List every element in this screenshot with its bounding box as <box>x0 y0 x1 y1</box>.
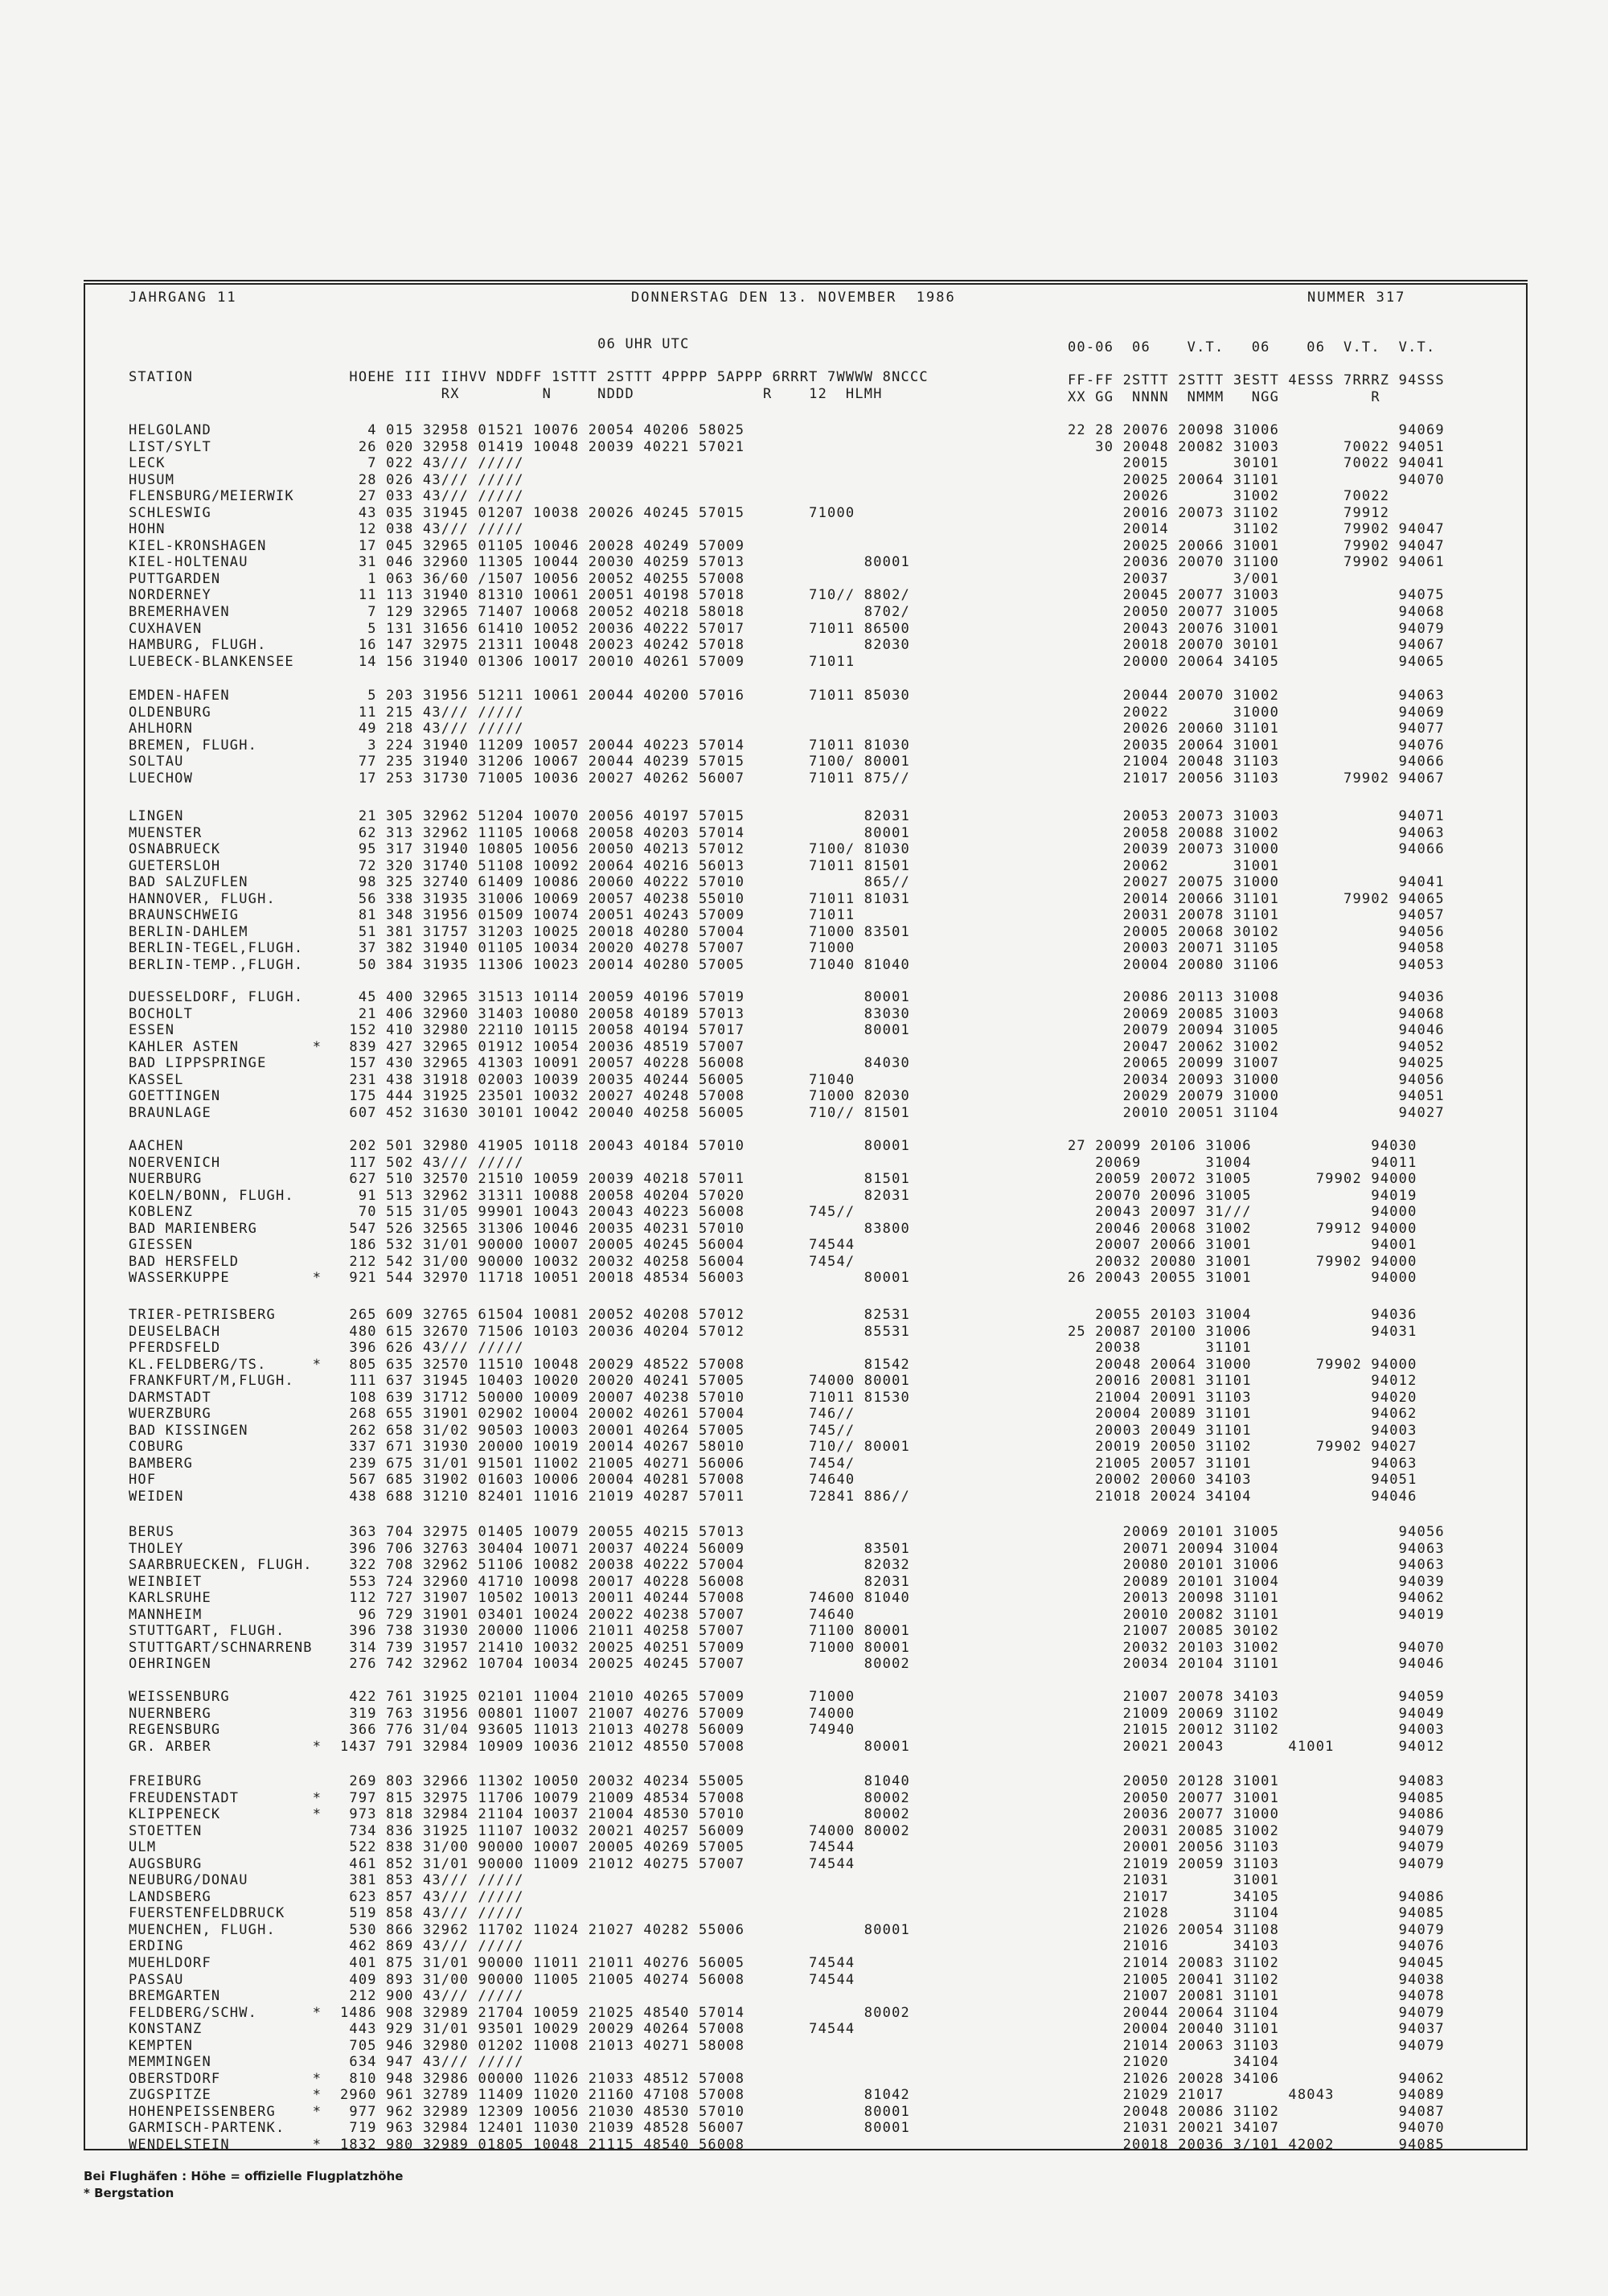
station-row: KOELN/BONN, FLUGH. 91 513 32962 31311 10088 20058 40204 57020 82031 <box>129 1187 910 1204</box>
station-row: LINGEN 21 305 32962 51204 10070 20056 40197 57015 82031 <box>129 808 910 824</box>
top-rule <box>84 280 1528 281</box>
station-block-right <box>1068 1307 1417 1505</box>
station-row: KASSEL 231 438 31918 02003 10039 20035 40244 56005 71040 <box>129 1071 855 1088</box>
station-row-extra: 20026 20060 31101 94077 <box>1068 721 1445 737</box>
station-row-extra: 20089 20101 31004 94039 <box>1068 1573 1445 1590</box>
station-row: OBERSTDORF * 810 948 32986 00000 11026 21033 48512 57008 <box>129 2070 745 2087</box>
station-row: BERLIN-DAHLEM 51 381 31757 31203 10025 20018 40280 57004 71000 83501 <box>129 923 910 940</box>
station-row: KONSTANZ 443 929 31/01 93501 10029 20029 40264 57008 74544 <box>129 2021 855 2038</box>
station-row-extra: 20043 20076 31001 94079 <box>1068 620 1445 637</box>
station-block-right <box>1068 1138 1417 1287</box>
station-row-extra: 20025 20064 31101 94070 <box>1068 471 1445 488</box>
station-row-extra: 20045 20077 31003 94075 <box>1068 587 1445 604</box>
station-row: DARMSTADT 108 639 31712 50000 10009 20007 40238 57010 71011 81530 <box>129 1389 910 1406</box>
station-row: ULM 522 838 31/00 90000 10007 20005 40269 57005 74544 <box>129 1839 855 1856</box>
station-row-extra: 20016 20081 31101 94012 <box>1068 1373 1417 1390</box>
column-header-line <box>129 353 929 370</box>
station-row: PUTTGARDEN 1 063 36/60 /1507 10056 20052 40255 57008 <box>129 570 745 587</box>
station-row-extra: 20027 20075 31000 94041 <box>1068 874 1445 891</box>
station-row: WASSERKUPPE * 921 544 32970 11718 10051 20018 48534 56003 80001 <box>129 1270 910 1287</box>
station-row-extra: 20002 20060 34103 94051 <box>1068 1472 1417 1489</box>
station-row-extra: 21014 20063 31103 94079 <box>1068 2037 1445 2054</box>
station-row-extra: 20004 20089 31101 94062 <box>1068 1406 1417 1423</box>
station-block-right <box>1068 1773 1445 2154</box>
station-row: BERLIN-TEGEL,FLUGH. 37 382 31940 01105 10034 20020 40278 57007 71000 <box>129 940 855 957</box>
station-row: PFERDSFELD 396 626 43/// ///// <box>129 1340 524 1357</box>
station-row: NORDERNEY 11 113 31940 81310 10061 20051 40198 57018 710// 8802/ <box>129 587 910 604</box>
station-row-extra: 30 20048 20082 31003 70022 94051 <box>1068 438 1445 455</box>
station-row-extra: 20035 20064 31001 94076 <box>1068 737 1445 754</box>
column-header-line: 06 UHR UTC <box>129 336 690 352</box>
station-row-extra: 20069 31004 94011 <box>1068 1154 1417 1171</box>
station-block-left <box>129 989 910 1121</box>
station-row-extra: 20019 20050 31102 79902 94027 <box>1068 1439 1417 1456</box>
station-row: NUERNBERG 319 763 31956 00801 11007 21007 40276 57009 74000 <box>129 1705 855 1722</box>
station-row-extra: 27 20099 20106 31006 94030 <box>1068 1138 1417 1154</box>
station-row: SCHLESWIG 43 035 31945 01207 10038 20026 40245 57015 71000 <box>129 504 855 521</box>
station-row: HAMBURG, FLUGH. 16 147 32975 21311 10048 20023 40242 57018 82030 <box>129 637 910 654</box>
station-row: LUEBECK-BLANKENSEE 14 156 31940 01306 10017 20010 40261 57009 71011 <box>129 653 855 670</box>
station-row-extra: 21017 34105 94086 <box>1068 1888 1445 1905</box>
station-row: PASSAU 409 893 31/00 90000 11005 21005 40274 56008 74544 <box>129 1971 855 1988</box>
column-header-line: FF-FF 2STTT 2STTT 3ESTT 4ESSS 7RRRZ 94SSS <box>1068 372 1445 389</box>
station-block-left <box>129 1307 910 1505</box>
station-row-extra: 25 20087 20100 31006 94031 <box>1068 1323 1417 1340</box>
station-block-left <box>129 1524 910 1673</box>
station-row-extra: 20043 20097 31/// 94000 <box>1068 1204 1417 1221</box>
station-row: DEUSELBACH 480 615 32670 71506 10103 20036 40204 57012 85531 <box>129 1323 910 1340</box>
station-row: KIEL-HOLTENAU 31 046 32960 11305 10044 20030 40259 57013 80001 <box>129 554 910 571</box>
station-block-right <box>1068 688 1445 787</box>
station-row: REGENSBURG 366 776 31/04 93605 11013 21013 40278 56009 74940 <box>129 1722 855 1739</box>
report-date: DONNERSTAG DEN 13. NOVEMBER 1986 <box>631 290 956 306</box>
issue-number: NUMMER 317 <box>1307 290 1406 306</box>
station-row: MANNHEIM 96 729 31901 03401 10024 20022 40238 57007 74640 <box>129 1606 855 1623</box>
station-row-extra: 21017 20056 31103 79902 94067 <box>1068 770 1445 787</box>
station-row-extra: 20048 20086 31102 94087 <box>1068 2103 1445 2120</box>
station-row: GR. ARBER * 1437 791 32984 10909 10036 21012 48550 57008 80001 <box>129 1738 910 1755</box>
station-row: KAHLER ASTEN * 839 427 32965 01912 10054 20036 48519 57007 <box>129 1038 745 1055</box>
station-row: AUGSBURG 461 852 31/01 90000 11009 21012 40275 57007 74544 <box>129 1855 855 1872</box>
station-row-extra: 22 28 20076 20098 31006 94069 <box>1068 422 1445 438</box>
station-row-extra: 21014 20083 31102 94045 <box>1068 1955 1445 1972</box>
station-row-extra: 21004 20091 31103 94020 <box>1068 1389 1417 1406</box>
station-row-extra: 20034 20093 31000 94056 <box>1068 1071 1445 1088</box>
station-row: WEIDEN 438 688 31210 82401 11016 21019 40287 57011 72841 886// <box>129 1489 910 1505</box>
station-row-extra: 20048 20064 31000 79902 94000 <box>1068 1356 1417 1373</box>
station-row: LUECHOW 17 253 31730 71005 10036 20027 40262 56007 71011 875// <box>129 770 910 787</box>
station-row: HOF 567 685 31902 01603 10006 20004 40281 57008 74640 <box>129 1472 855 1489</box>
station-row-extra: 21009 20069 31102 94049 <box>1068 1705 1445 1722</box>
station-row-extra: 21028 31104 94085 <box>1068 1905 1445 1922</box>
station-row: CUXHAVEN 5 131 31656 61410 10052 20036 40222 57017 71011 86500 <box>129 620 910 637</box>
station-row: ZUGSPITZE * 2960 961 32789 11409 11020 21160 47108 57008 81042 <box>129 2087 910 2104</box>
station-row-extra: 21007 20081 31101 94078 <box>1068 1988 1445 2005</box>
station-row-extra: 20044 20064 31104 94079 <box>1068 2004 1445 2021</box>
station-row-extra: 20031 20085 31002 94079 <box>1068 1822 1445 1839</box>
column-header-line: RX N NDDD R 12 HLMH <box>129 385 883 402</box>
station-row-extra: 20086 20113 31008 94036 <box>1068 989 1445 1005</box>
station-block-right <box>1068 1689 1445 1755</box>
station-block-left <box>129 422 910 670</box>
station-row-extra: 21016 34103 94076 <box>1068 1938 1445 1955</box>
station-block-right <box>1068 422 1445 670</box>
station-row-extra: 20014 20066 31101 79902 94065 <box>1068 890 1445 907</box>
station-row: OLDENBURG 11 215 43/// ///// <box>129 704 524 721</box>
station-block-left <box>129 1689 910 1755</box>
station-row: KLIPPENECK * 973 818 32984 21104 10037 21004 48530 57010 80002 <box>129 1806 910 1823</box>
station-row: STUTTGART/SCHNARRENB 314 739 31957 21410 10032 20025 40251 57009 71000 80001 <box>129 1639 910 1656</box>
station-row: KEMPTEN 705 946 32980 01202 11008 21013 40271 58008 <box>129 2037 745 2054</box>
station-row-extra: 20032 20103 31002 94070 <box>1068 1639 1445 1656</box>
station-row: BAD LIPPSPRINGE 157 430 32965 41303 10091 20057 40228 56008 84030 <box>129 1055 910 1072</box>
column-headers-right <box>1068 339 1445 405</box>
station-row-extra: 20026 31002 70022 <box>1068 488 1390 505</box>
station-row-extra: 20046 20068 31002 79912 94000 <box>1068 1220 1417 1237</box>
station-row: EMDEN-HAFEN 5 203 31956 51211 10061 20044 40200 57016 71011 85030 <box>129 688 910 704</box>
station-row-extra: 21005 20041 31102 94038 <box>1068 1971 1445 1988</box>
station-row-extra: 20069 20085 31003 94068 <box>1068 1005 1445 1022</box>
station-row-extra: 20071 20094 31004 94063 <box>1068 1540 1445 1557</box>
station-row-extra: 26 20043 20055 31001 94000 <box>1068 1270 1417 1287</box>
station-row: FUERSTENFELDBRUCK 519 858 43/// ///// <box>129 1905 524 1922</box>
station-row-extra: 20079 20094 31005 94046 <box>1068 1022 1445 1039</box>
station-row: BOCHOLT 21 406 32960 31403 10080 20058 40189 57013 83030 <box>129 1005 910 1022</box>
station-row-extra: 21005 20057 31101 94063 <box>1068 1455 1417 1472</box>
station-row: KOBLENZ 70 515 31/05 99901 10043 20043 40223 56008 745// <box>129 1204 855 1221</box>
station-row-extra: 21031 20021 34107 94070 <box>1068 2120 1445 2137</box>
station-row: BREMERHAVEN 7 129 32965 71407 10068 20052 40218 58018 8702/ <box>129 604 910 621</box>
station-row-extra: 20000 20064 34105 94065 <box>1068 653 1445 670</box>
station-row: WENDELSTEIN * 1832 980 32989 01805 10048 21115 48540 56008 <box>129 2137 745 2154</box>
station-row-extra: 21007 20085 30102 <box>1068 1623 1280 1640</box>
station-row-extra: 20036 20070 31100 79902 94061 <box>1068 554 1445 571</box>
station-row: FLENSBURG/MEIERWIK 27 033 43/// ///// <box>129 488 524 505</box>
column-header-line <box>1068 356 1445 373</box>
station-row-extra: 21020 34104 <box>1068 2054 1280 2071</box>
station-row-extra: 20007 20066 31001 94001 <box>1068 1237 1417 1254</box>
station-row-extra: 20003 20049 31101 94003 <box>1068 1422 1417 1439</box>
station-row-extra: 20031 20078 31101 94057 <box>1068 907 1445 924</box>
station-row: HANNOVER, FLUGH. 56 338 31935 31006 10069 20057 40238 55010 71011 81031 <box>129 890 910 907</box>
station-row-extra: 20055 20103 31004 94036 <box>1068 1307 1417 1323</box>
station-row-extra: 20050 20128 31001 94083 <box>1068 1773 1445 1789</box>
jahrgang-label: JAHRGANG 11 <box>129 290 237 306</box>
station-row-extra: 20004 20040 31101 94037 <box>1068 2021 1445 2038</box>
station-row-extra: 20004 20080 31106 94053 <box>1068 956 1445 973</box>
station-row-extra: 20062 31001 <box>1068 857 1280 874</box>
station-row: GOETTINGEN 175 444 31925 23501 10032 20027 40248 57008 71000 82030 <box>129 1088 910 1105</box>
station-row: THOLEY 396 706 32763 30404 10071 20037 40224 56009 83501 <box>129 1540 910 1557</box>
station-block-left <box>129 688 910 787</box>
station-row: MEMMINGEN 634 947 43/// ///// <box>129 2054 524 2071</box>
station-row: FREUDENSTADT * 797 815 32975 11706 10079 21009 48534 57008 80002 <box>129 1789 910 1806</box>
station-row: BERLIN-TEMP.,FLUGH. 50 384 31935 11306 10023 20014 40280 57005 71040 81040 <box>129 956 910 973</box>
station-row-extra: 21004 20048 31103 94066 <box>1068 754 1445 770</box>
station-row: STUTTGART, FLUGH. 396 738 31930 20000 11006 21011 40258 57007 71100 80001 <box>129 1623 910 1640</box>
station-row: WUERZBURG 268 655 31901 02902 10004 20002 40261 57004 746// <box>129 1406 855 1423</box>
station-row-extra: 20034 20104 31101 94046 <box>1068 1656 1445 1673</box>
station-row-extra: 21007 20078 34103 94059 <box>1068 1689 1445 1705</box>
station-row: FRANKFURT/M,FLUGH. 111 637 31945 10403 10020 20020 40241 57005 74000 80001 <box>129 1373 910 1390</box>
station-row: WEISSENBURG 422 761 31925 02101 11004 21010 40265 57009 71000 <box>129 1689 855 1705</box>
station-row: DUESSELDORF, FLUGH. 45 400 32965 31513 10114 20059 40196 57019 80001 <box>129 989 910 1005</box>
station-row-extra: 20036 20077 31000 94086 <box>1068 1806 1445 1823</box>
station-row: COBURG 337 671 31930 20000 10019 20014 40267 58010 710// 80001 <box>129 1439 910 1456</box>
station-row-extra: 21026 20028 34106 94062 <box>1068 2070 1445 2087</box>
station-row-extra: 21026 20054 31108 94079 <box>1068 1921 1445 1938</box>
column-header-line: XX GG NNNN NMMM NGG R <box>1068 388 1380 405</box>
station-row-extra: 20003 20071 31105 94058 <box>1068 940 1445 957</box>
station-row: BREMEN, FLUGH. 3 224 31940 11209 10057 20044 40223 57014 71011 81030 <box>129 737 910 754</box>
station-row-extra: 20001 20056 31103 94079 <box>1068 1839 1445 1856</box>
station-row: BERUS 363 704 32975 01405 10079 20055 40215 57013 <box>129 1524 745 1540</box>
station-block-right <box>1068 989 1445 1121</box>
station-row: GIESSEN 186 532 31/01 90000 10007 20005 40245 56004 74544 <box>129 1237 855 1254</box>
station-row-extra: 20005 20068 30102 94056 <box>1068 923 1445 940</box>
station-row-extra: 20021 20043 41001 94012 <box>1068 1738 1445 1755</box>
station-row: AACHEN 202 501 32980 41905 10118 20043 40184 57010 80001 <box>129 1138 910 1154</box>
station-row: BRAUNLAGE 607 452 31630 30101 10042 20040 40258 56005 710// 81501 <box>129 1104 910 1121</box>
station-row-extra: 20025 20066 31001 79902 94047 <box>1068 537 1445 554</box>
station-row-extra: 21029 21017 48043 94089 <box>1068 2087 1445 2104</box>
station-row: BAD HERSFELD 212 542 31/00 90000 10032 20032 40258 56004 7454/ <box>129 1253 855 1270</box>
station-block-left <box>129 1773 910 2154</box>
station-row: BAD SALZUFLEN 98 325 32740 61409 10086 20060 40222 57010 865// <box>129 874 910 891</box>
column-headers-left <box>129 336 929 402</box>
station-row: BAD KISSINGEN 262 658 31/02 90503 10003 20001 40264 57005 745// <box>129 1422 855 1439</box>
footnote-mountain-station: * Bergstation <box>84 2186 174 2200</box>
station-row: NUERBURG 627 510 32570 21510 10059 20039 40218 57011 81501 <box>129 1171 910 1188</box>
station-row: LECK 7 022 43/// ///// <box>129 455 524 472</box>
station-row-extra: 20039 20073 31000 94066 <box>1068 841 1445 858</box>
station-row-extra: 20047 20062 31002 94052 <box>1068 1038 1445 1055</box>
station-row-extra: 20065 20099 31007 94025 <box>1068 1055 1445 1072</box>
station-row: WEINBIET 553 724 32960 41710 10098 20017 40228 56008 82031 <box>129 1573 910 1590</box>
station-row: AHLHORN 49 218 43/// ///// <box>129 721 524 737</box>
station-row: SAARBRUECKEN, FLUGH. 322 708 32962 51106 10082 20038 40222 57004 82032 <box>129 1557 910 1574</box>
station-row: ESSEN 152 410 32980 22110 10115 20058 40194 57017 80001 <box>129 1022 910 1039</box>
station-row: GUETERSLOH 72 320 31740 51108 10092 20064 40216 56013 71011 81501 <box>129 857 910 874</box>
station-block-left <box>129 808 910 973</box>
station-row: TRIER-PETRISBERG 265 609 32765 61504 10081 20052 40208 57012 82531 <box>129 1307 910 1323</box>
station-row-extra: 20050 20077 31005 94068 <box>1068 604 1445 621</box>
station-row: STOETTEN 734 836 31925 11107 10032 20021 40257 56009 74000 80002 <box>129 1822 910 1839</box>
station-row-extra: 20050 20077 31001 94085 <box>1068 1789 1445 1806</box>
station-row-extra: 20069 20101 31005 94056 <box>1068 1524 1445 1540</box>
station-row-extra: 20038 31101 <box>1068 1340 1252 1357</box>
station-row: MUEHLDORF 401 875 31/01 90000 11011 21011 40276 56005 74544 <box>129 1955 855 1972</box>
station-row-extra: 20032 20080 31001 79902 94000 <box>1068 1253 1417 1270</box>
station-row-extra: 20018 20036 3/101 42002 94085 <box>1068 2137 1445 2154</box>
station-row: LANDSBERG 623 857 43/// ///// <box>129 1888 524 1905</box>
station-row: MUENCHEN, FLUGH. 530 866 32962 11702 11024 21027 40282 55006 80001 <box>129 1921 910 1938</box>
station-row-extra: 20016 20073 31102 79912 <box>1068 504 1390 521</box>
station-row: KARLSRUHE 112 727 31907 10502 10013 20011 40244 57008 74600 81040 <box>129 1590 910 1607</box>
station-row: BREMGARTEN 212 900 43/// ///// <box>129 1988 524 2005</box>
footnote-airports: Bei Flughäfen : Höhe = offizielle Flugplatzhöhe <box>84 2169 404 2183</box>
station-row: GARMISCH-PARTENK. 719 963 32984 12401 11030 21039 48528 56007 80001 <box>129 2120 910 2137</box>
station-row: FELDBERG/SCHW. * 1486 908 32989 21704 10059 21025 48540 57014 80002 <box>129 2004 910 2021</box>
station-row: HOHN 12 038 43/// ///// <box>129 521 524 538</box>
station-row: OSNABRUECK 95 317 31940 10805 10056 20050 40213 57012 7100/ 81030 <box>129 841 910 858</box>
station-row-extra: 20058 20088 31002 94063 <box>1068 824 1445 841</box>
station-row-extra: 20059 20072 31005 79902 94000 <box>1068 1171 1417 1188</box>
station-row-extra: 20070 20096 31005 94019 <box>1068 1187 1417 1204</box>
station-row: LIST/SYLT 26 020 32958 01419 10048 20039 40221 57021 <box>129 438 745 455</box>
station-row-extra: 21019 20059 31103 94079 <box>1068 1855 1445 1872</box>
station-row: HOHENPEISSENBERG * 977 962 32989 12309 10056 21030 48530 57010 80001 <box>129 2103 910 2120</box>
station-row-extra: 20010 20082 31101 94019 <box>1068 1606 1445 1623</box>
station-row: HELGOLAND 4 015 32958 01521 10076 20054 40206 58025 <box>129 422 745 438</box>
station-row-extra: 20013 20098 31101 94062 <box>1068 1590 1445 1607</box>
station-block-left <box>129 1138 910 1287</box>
station-row-extra: 20014 31102 79902 94047 <box>1068 521 1445 538</box>
station-row: NEUBURG/DONAU 381 853 43/// ///// <box>129 1872 524 1889</box>
station-row-extra: 21015 20012 31102 94003 <box>1068 1722 1445 1739</box>
station-row-extra: 20015 30101 70022 94041 <box>1068 455 1445 472</box>
station-row-extra: 21031 31001 <box>1068 1872 1280 1889</box>
station-row: FREIBURG 269 803 32966 11302 10050 20032 40234 55005 81040 <box>129 1773 910 1789</box>
station-row-extra: 21018 20024 34104 94046 <box>1068 1489 1417 1505</box>
station-row-extra: 20044 20070 31002 94063 <box>1068 688 1445 704</box>
station-row-extra: 20010 20051 31104 94027 <box>1068 1104 1445 1121</box>
station-row-extra: 20080 20101 31006 94063 <box>1068 1557 1445 1574</box>
station-row: MUENSTER 62 313 32962 11105 10068 20058 40203 57014 80001 <box>129 824 910 841</box>
station-row: OEHRINGEN 276 742 32962 10704 10034 20025 40245 57007 80002 <box>129 1656 910 1673</box>
station-row: BRAUNSCHWEIG 81 348 31956 01509 10074 20051 40243 57009 71011 <box>129 907 855 924</box>
station-row: BAMBERG 239 675 31/01 91501 11002 21005 40271 56006 7454/ <box>129 1455 855 1472</box>
station-block-right <box>1068 1524 1445 1673</box>
station-row: KL.FELDBERG/TS. * 805 635 32570 11510 10048 20029 48522 57008 81542 <box>129 1356 910 1373</box>
station-block-right <box>1068 808 1445 973</box>
station-row-extra: 20022 31000 94069 <box>1068 704 1445 721</box>
station-row: SOLTAU 77 235 31940 31206 10067 20044 40239 57015 7100/ 80001 <box>129 754 910 770</box>
station-row-extra: 20037 3/001 <box>1068 570 1280 587</box>
station-row-extra: 20029 20079 31000 94051 <box>1068 1088 1445 1105</box>
station-row: HUSUM 28 026 43/// ///// <box>129 471 524 488</box>
station-row: BAD MARIENBERG 547 526 32565 31306 10046 20035 40231 57010 83800 <box>129 1220 910 1237</box>
station-row-extra: 20018 20070 30101 94067 <box>1068 637 1445 654</box>
station-row-extra: 20053 20073 31003 94071 <box>1068 808 1445 824</box>
column-header-line: 00-06 06 V.T. 06 06 V.T. V.T. <box>1068 339 1436 355</box>
station-row: ERDING 462 869 43/// ///// <box>129 1938 524 1955</box>
station-row: NOERVENICH 117 502 43/// ///// <box>129 1154 524 1171</box>
column-header-line: STATION HOEHE III IIHVV NDDFF 1STTT 2STTT 4PPPP 5APPP 6RRRT 7WWWW 8NCCC <box>129 369 929 386</box>
station-row: KIEL-KRONSHAGEN 17 045 32965 01105 10046 20028 40249 57009 <box>129 537 745 554</box>
